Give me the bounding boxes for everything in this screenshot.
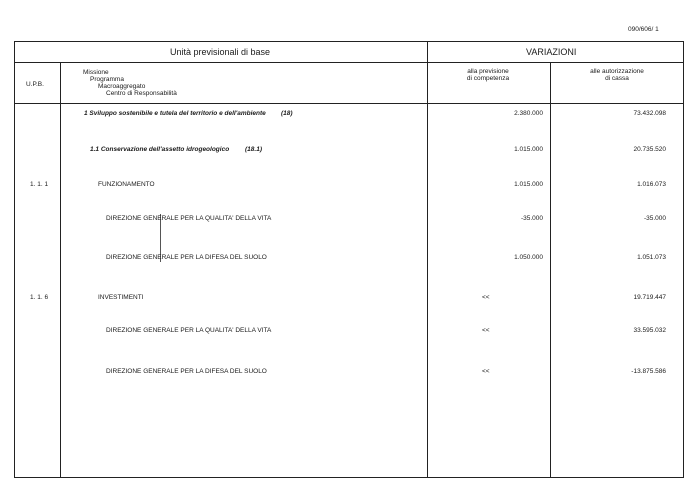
hierarchy-macroaggregato: Macroaggregato — [98, 83, 146, 90]
row-competenza-investimenti: << — [482, 294, 490, 301]
row-desc-difesa-suolo-2: DIREZIONE GENERALE PER LA DIFESA DEL SUOLO — [106, 368, 267, 375]
row-competenza-difesa-suolo-1: 1.050.000 — [514, 254, 543, 261]
hierarchy-missione: Missione — [83, 69, 109, 76]
header-divider-2 — [14, 103, 684, 104]
row-competenza-missione: 2.380.000 — [514, 110, 543, 117]
col-competenza-header — [448, 68, 528, 82]
row-competenza-difesa-suolo-2: << — [482, 368, 490, 375]
col-competenza-line-1: alla previsione — [467, 68, 509, 75]
table-left-border — [14, 41, 15, 478]
row-cassa-investimenti: 19.719.447 — [633, 294, 666, 301]
row-desc-qualita-vita-1: DIREZIONE GENERALE PER LA QUALITA' DELLA VITA — [106, 215, 272, 222]
row-code-programma: (18.1) — [245, 146, 262, 153]
upb-column-divider — [60, 62, 61, 478]
row-desc-funzionamento: FUNZIONAMENTO — [98, 181, 155, 188]
row-upb-investimenti: 1. 1. 6 — [30, 294, 49, 301]
hierarchy-programma: Programma — [90, 76, 124, 83]
col-cassa-line-1: alle autorizzazione — [590, 68, 644, 75]
table-bottom-border — [14, 477, 684, 478]
row-upb-funzionamento: 1. 1. 1 — [30, 181, 49, 188]
row-cassa-qualita-vita-1: -35.000 — [643, 215, 666, 222]
row-cassa-difesa-suolo-2: -13.875.586 — [631, 368, 666, 375]
row-cassa-difesa-suolo-1: 1.051.073 — [637, 254, 666, 261]
col-competenza-line-2: di competenza — [466, 75, 510, 82]
table-top-border — [14, 41, 684, 42]
row-desc-missione: 1 Sviluppo sostenibile e tutela del territorio e dell'ambiente — [84, 110, 266, 117]
row-desc-qualita-vita-2: DIREZIONE GENERALE PER LA QUALITA' DELLA VITA — [106, 327, 272, 334]
hierarchy-centro-responsabilita: Centro di Responsabilità — [106, 90, 177, 97]
unita-previsionali-title: Unità previsionali di base — [170, 47, 271, 57]
row-competenza-programma: 1.015.000 — [514, 146, 543, 153]
variazioni-column-divider — [427, 41, 428, 478]
header-divider-1 — [14, 62, 684, 63]
table-right-border — [683, 41, 684, 478]
col-cassa-line-2: di cassa — [605, 75, 629, 82]
variazioni-title: VARIAZIONI — [526, 47, 577, 57]
row-competenza-funzionamento: 1.015.000 — [514, 181, 543, 188]
upb-label: U.P.B. — [26, 81, 44, 88]
document-reference: 090/606/ 1 — [628, 26, 659, 33]
row-cassa-qualita-vita-2: 33.595.032 — [633, 327, 666, 334]
row-cassa-funzionamento: 1.016.073 — [637, 181, 666, 188]
row-desc-investimenti: INVESTIMENTI — [98, 294, 144, 301]
row-code-missione: (18) — [281, 110, 293, 117]
row-competenza-qualita-vita-1: -35.000 — [520, 215, 543, 222]
competenza-cassa-divider — [550, 62, 551, 478]
row-desc-programma: 1.1 Conservazione dell'assetto idrogeologico — [90, 146, 230, 153]
row-cassa-programma: 20.735.520 — [633, 146, 666, 153]
row-competenza-qualita-vita-2: << — [482, 327, 490, 334]
row-desc-difesa-suolo-1: DIREZIONE GENERALE PER LA DIFESA DEL SUOLO — [106, 254, 267, 261]
col-cassa-header — [572, 68, 662, 82]
row-cassa-missione: 73.432.098 — [633, 110, 666, 117]
